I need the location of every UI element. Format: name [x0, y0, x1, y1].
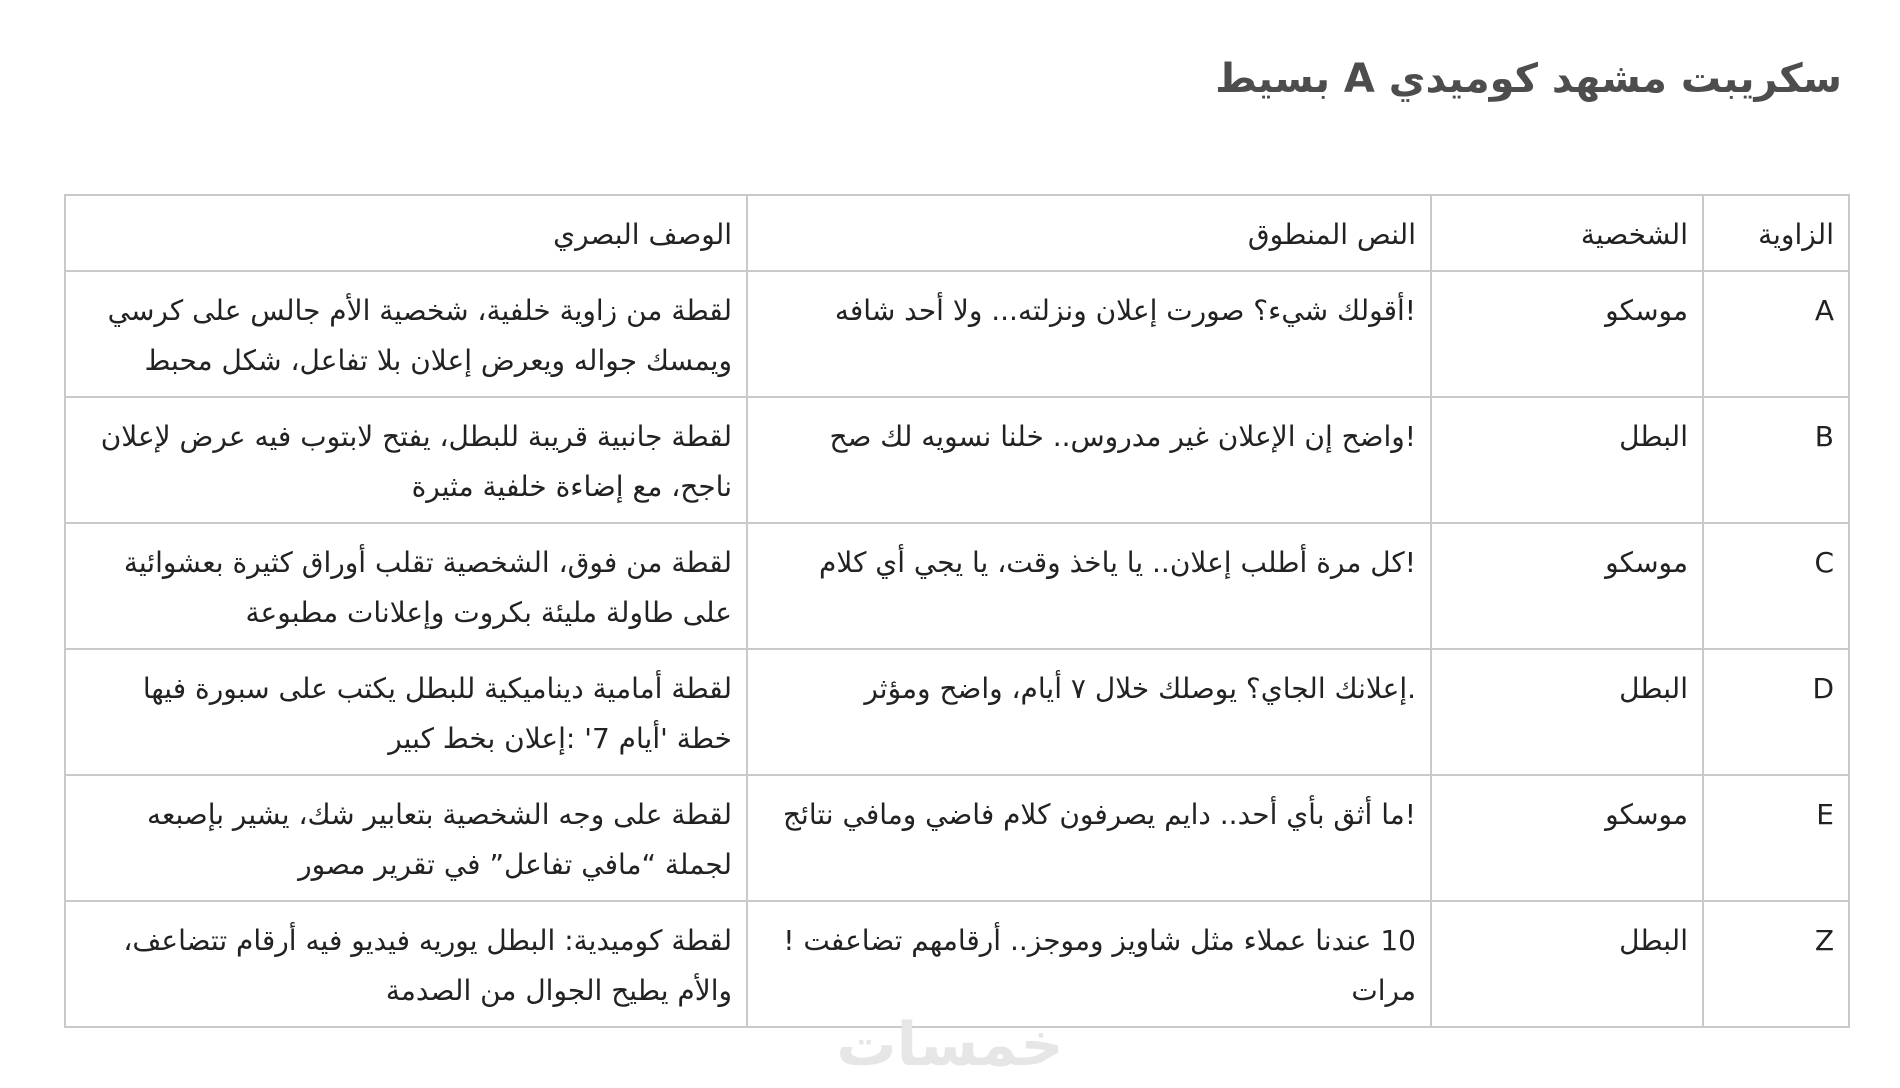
table-row — [65, 397, 1849, 523]
watermark-logo: خمسات — [836, 1010, 1064, 1080]
table-row — [65, 775, 1849, 901]
cell-visual-description: لقطة جانبية قريبة للبطل، يفتح لابتوب فيه عرض لإعلان ناجح، مع إضاءة خلفية مثيرة — [65, 397, 747, 523]
cell-character: موسكو — [1431, 271, 1703, 397]
table-row — [65, 649, 1849, 775]
cell-character: البطل — [1431, 397, 1703, 523]
cell-angle: Z — [1703, 901, 1849, 1027]
header-row — [65, 195, 1849, 271]
cell-visual-description: لقطة من فوق، الشخصية تقلب أوراق كثيرة بعشوائية على طاولة مليئة بكروت وإعلانات مطبوعة — [65, 523, 747, 649]
header-character: الشخصية — [1431, 195, 1703, 271]
cell-angle: E — [1703, 775, 1849, 901]
cell-spoken-line: !كل مرة أطلب إعلان.. يا ياخذ وقت، يا يجي أي كلام — [747, 523, 1431, 649]
table-row — [65, 901, 1849, 1027]
table-row — [65, 271, 1849, 397]
cell-visual-description: لقطة من زاوية خلفية، شخصية الأم جالس على كرسي ويمسك جواله ويعرض إعلان بلا تفاعل، شكل محبط — [65, 271, 747, 397]
cell-visual-description: لقطة على وجه الشخصية بتعابير شك، يشير بإصبعه لجملة “مافي تفاعل” في تقرير مصور — [65, 775, 747, 901]
cell-character: البطل — [1431, 901, 1703, 1027]
cell-character: موسكو — [1431, 775, 1703, 901]
cell-character: موسكو — [1431, 523, 1703, 649]
cell-character: البطل — [1431, 649, 1703, 775]
page-title: سكريبت مشهد كوميدي A بسيط — [1215, 56, 1842, 102]
table-body — [65, 271, 1849, 1027]
cell-visual-description: لقطة أمامية ديناميكية للبطل يكتب على سبورة فيها خطة 'أيام 7' :إعلان بخط كبير — [65, 649, 747, 775]
header-spoken-line: النص المنطوق — [747, 195, 1431, 271]
cell-spoken-line: !ما أثق بأي أحد.. دايم يصرفون كلام فاضي ومافي نتائج — [747, 775, 1431, 901]
cell-spoken-line: !واضح إن الإعلان غير مدروس.. خلنا نسويه لك صح — [747, 397, 1431, 523]
cell-angle: B — [1703, 397, 1849, 523]
cell-angle: C — [1703, 523, 1849, 649]
cell-angle: A — [1703, 271, 1849, 397]
cell-spoken-line: !أقولك شيء؟ صورت إعلان ونزلته... ولا أحد شافه — [747, 271, 1431, 397]
header-angle: الزاوية — [1703, 195, 1849, 271]
table-row — [65, 523, 1849, 649]
cell-visual-description: لقطة كوميدية: البطل يوريه فيديو فيه أرقام تتضاعف، والأم يطيح الجوال من الصدمة — [65, 901, 747, 1027]
cell-angle: D — [1703, 649, 1849, 775]
table-header — [65, 195, 1849, 271]
header-visual-description: الوصف البصري — [65, 195, 747, 271]
script-table — [64, 194, 1850, 1028]
cell-spoken-line: 10 عندنا عملاء مثل شاويز وموجز.. أرقامهم تضاعفت !مرات — [747, 901, 1431, 1027]
cell-spoken-line: .إعلانك الجاي؟ يوصلك خلال ٧ أيام، واضح ومؤثر — [747, 649, 1431, 775]
